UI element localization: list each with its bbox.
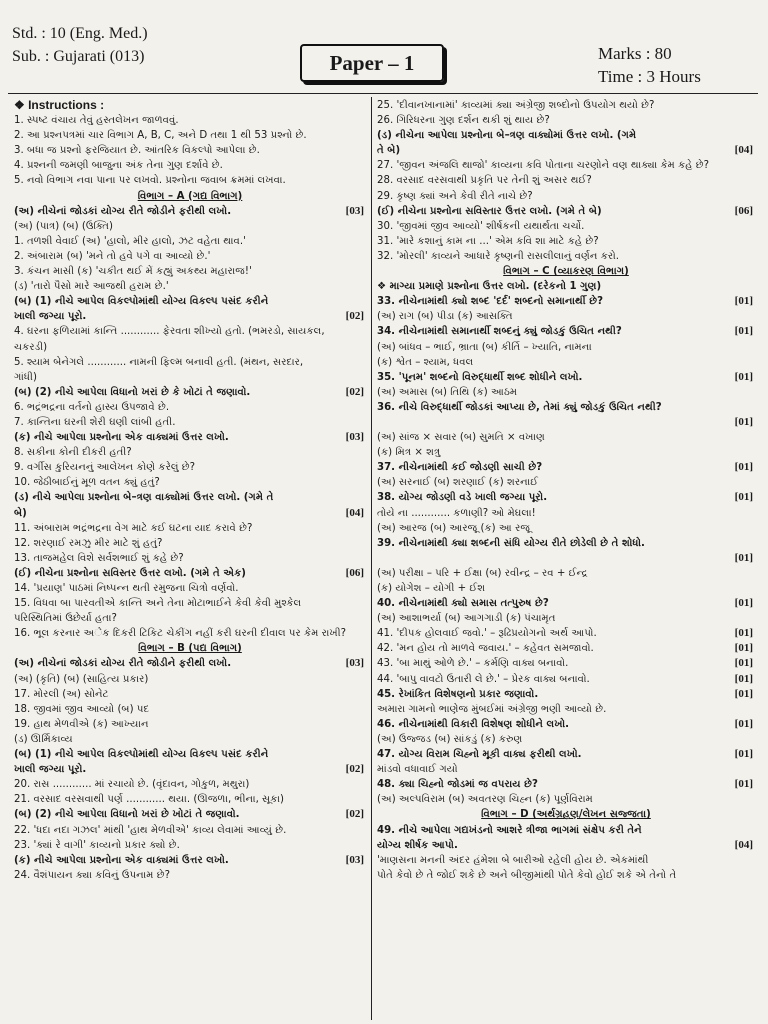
question-line: [377, 626, 755, 641]
question-line: [14, 823, 366, 838]
right-column: [377, 98, 755, 883]
question-line: [14, 113, 366, 128]
question-line: [377, 370, 755, 385]
question-line: [14, 672, 366, 687]
line-text: વિભાગ – A (ગદ્ય વિભાગ): [137, 190, 243, 202]
line-text: 12. શરણાઈ રમઝુ મીર માટે શું હતું?: [14, 537, 163, 549]
line-text: 2. આ પ્રશ્નપત્રમાં ચાર વિભાગ A, B, C, અને D તથા 1 થી 53 પ્રશ્નો છે.: [14, 130, 307, 142]
header-marks-time: [598, 42, 701, 88]
line-text: (અ) અમાસ (બ) તિથિ (ક) આઠમ: [377, 386, 518, 398]
question-line: [14, 249, 366, 264]
question-line: [377, 475, 755, 490]
question-line: [14, 687, 366, 702]
question-line: [377, 792, 755, 807]
question-line: [14, 128, 366, 143]
line-text: પરિસ્થિતિમાં ઉછેર્યા હતા?: [14, 613, 117, 625]
line-text: (અ) નીચેનાં જોડકાં યોગ્ય રીતે જોડીને ફરીથી લખો.: [14, 658, 232, 670]
line-text: (ક) નીચે આપેલા પ્રશ્નોના એક વાક્યમાં ઉત્તર લખો.: [14, 854, 229, 866]
marks-badge: [01]: [734, 551, 753, 564]
line-text: 44. 'બાપુ વાવટો ઉતારી લે છે.' – પ્રેરક વાક્ય બનાવો.: [377, 673, 590, 685]
line-text: 19. હાથ મેળવીએ (ક) આખ્યાન: [14, 718, 149, 730]
line-text: (ક) મિત્ર × શત્રુ: [377, 447, 441, 459]
line-text: (અ) બાંધવ – ભાઈ, ભ્રાતા (બ) કીર્તિ – ખ્યાતિ, નામના: [377, 341, 592, 353]
question-line: [377, 506, 755, 521]
question-line: [377, 415, 755, 430]
line-text: (બ) (2) નીચે આપેલા વિધાનો ખરાં છે ખોટાં તે જણાવો.: [14, 809, 240, 821]
marks-label: Marks : 80: [598, 44, 672, 63]
marks-badge: [02]: [345, 763, 364, 776]
line-text: 20. રાસ ............ માં રચાયો છે. (વૃંદાવન, ગોકુળ, મથુરા): [14, 779, 250, 791]
question-line: [14, 596, 366, 611]
marks-badge: [04]: [734, 144, 753, 157]
question-line: [14, 173, 366, 188]
line-text: (ક) શ્વેત – શ્યામ, ધવલ: [377, 356, 474, 368]
line-text: 16. ભૂલ કરનાર અેક દિકરી ટિકિટ ચેકીંગ નહીં કરી ઘરની દીવાલ પર કેમ રાખી?: [14, 628, 347, 640]
question-line: [14, 566, 366, 581]
line-text: 26. ગિરિધરના ગુણ દર્શન થકી શું થાય છે?: [377, 115, 550, 127]
question-line: [14, 355, 366, 370]
question-line: [377, 838, 755, 853]
line-text: 3. કંચન માસી (ક) 'ચકીત થઈ મેં કહ્યું અકથ્ય મહારાજ!': [14, 266, 252, 278]
question-line: [377, 702, 755, 717]
line-text: 22. 'ધદા નદા ગઝલ' માંથી 'હાથ મેળવીએ' કાવ્ય લેવામાં આવ્યું છે.: [14, 824, 287, 836]
line-text: (બ) (2) નીચે આપેલા વિધાનો ખરાં છે કે ખોટાં તે જણાવો.: [14, 386, 251, 398]
header-rule: [8, 93, 758, 94]
question-line: [14, 204, 366, 219]
line-text: 34. નીચેનામાંથી સમાનાર્થી શબ્દનું ક્યું જોડકું ઉચિત નથી?: [377, 326, 622, 338]
question-line: [377, 551, 755, 566]
section-heading: [377, 807, 755, 822]
line-text: 5. નવો વિભાગ નવા પાના પર લખવો. પ્રશ્નોના જવાબ ક્રમમાં લખવા.: [14, 175, 286, 187]
line-text: અમારા ગામનો ભાણેજ મુંબઈમાં અંગ્રેજી ભણી આવ્યો છે.: [377, 703, 607, 715]
question-line: [377, 340, 755, 355]
question-line: [377, 113, 755, 128]
question-line: [377, 521, 755, 536]
question-line: [377, 355, 755, 370]
line-text: 13. તાજમહેલ વિશે સર્વશભાઈ શું કહે છે?: [14, 552, 184, 564]
line-text: (અ) અલ્પવિરામ (બ) અવતરણ ચિહ્ન (ક) પૂર્ણવિરામ: [377, 794, 593, 806]
question-line: [14, 611, 366, 626]
line-text: 9. વર્ગીસ કુરિયનનું આલેખન કોણે કરેલું છે?: [14, 462, 196, 474]
line-text: વિભાગ – B (પદ્ય વિભાગ): [138, 643, 242, 655]
line-text: 28. વરસાદ વરસવાથી પ્રકૃતિ પર તેની શું અસર થઈ?: [377, 175, 592, 187]
line-text: 15. વિધવા બા પારવતીએ કાન્તિ અને તેના મોટાભાઈને કેવી કેવી મુશ્કેલ: [14, 598, 302, 610]
marks-badge: [01]: [734, 748, 753, 761]
left-column: [14, 98, 366, 883]
line-text: ચકરડી): [14, 341, 48, 353]
question-line: [14, 143, 366, 158]
column-divider: [371, 97, 372, 1020]
line-text: (ક) નીચે આપેલા પ્રશ્નોના એક વાક્યમાં ઉત્તર લખો.: [14, 432, 229, 444]
question-line: [377, 445, 755, 460]
line-text: ❖ Instructions :: [14, 98, 105, 112]
line-text: 8. સકીના કોની દીકરી હતી?: [14, 447, 132, 459]
question-line: [377, 204, 755, 219]
question-line: [377, 324, 755, 339]
line-text: (અ) નીચેનાં જોડકાં યોગ્ય રીતે જોડીને ફરીથી લખો.: [14, 205, 232, 217]
marks-badge: [04]: [734, 838, 753, 851]
marks-badge: [01]: [734, 778, 753, 791]
line-text: 30. 'જીવમાં જીવ આવ્યો' શીર્ષકની યથાર્થતા ચર્ચો.: [377, 220, 585, 232]
marks-badge: [01]: [734, 491, 753, 504]
line-text: 39. નીચેનામાંથી ક્યા શબ્દની સંધિ યોગ્ય રીતે છોડેલી છે તે શોધો.: [377, 537, 645, 549]
marks-badge: [03]: [345, 431, 364, 444]
marks-badge: [01]: [734, 672, 753, 685]
time-label: Time : 3 Hours: [598, 67, 701, 86]
question-line: [14, 490, 366, 505]
line-text: 33. નીચેનામાંથી ક્યો શબ્દ 'દર્દ' શબ્દનો સમાનાર્થી છે?: [377, 296, 604, 308]
line-text: 25. 'દીવાનખાનામાં' કાવ્યમાં ક્યા અંગ્રેજી શબ્દોનો ઉપયોગ થયો છે?: [377, 100, 655, 111]
line-text: 40. નીચેનામાંથી ક્યો સમાસ તત્પુરુષ છે?: [377, 598, 549, 610]
line-text: ખાલી જગ્યા પૂરો.: [14, 311, 87, 323]
line-text: 38. યોગ્ય જોડણી વડે ખાલી જગ્યા પૂરો.: [377, 492, 548, 504]
question-line: [14, 385, 366, 400]
line-text: 31. 'મારે કશાનું કામ ના ...' એમ કવિ શા માટે કહે છે?: [377, 235, 599, 247]
line-text: 1. તળશી વેવાઈ (અ) 'હાલો, મીર હાલો, ઝટ વહેતા થાવ.': [14, 235, 246, 247]
line-text: 23. 'ક્યાં રે વાગી' કાવ્યનો પ્રકાર ક્યો છે.: [14, 839, 180, 851]
question-line: [377, 490, 755, 505]
question-line: [377, 536, 755, 551]
line-text: 24. વૈશંપાયન ક્યા કવિનું ઉપનામ છે?: [14, 869, 170, 881]
line-text: (અ) સરનાઈ (બ) શરણાઈ (ક) શરનાઈ: [377, 477, 539, 489]
question-line: [377, 823, 755, 838]
line-text: (અ) રાગ (બ) પીડા (ક) આસક્તિ: [377, 311, 513, 323]
question-line: [14, 430, 366, 445]
line-text: (ડ) નીચેના આપેલા પ્રશ્નોના બે–ત્રણ વાક્યોમાં ઉત્તર લખો. (ગમે: [377, 130, 637, 142]
line-text: 48. ક્યા ચિહ્નો જોડમાં જ વપરાય છે?: [377, 779, 538, 791]
line-text: ગાંધી): [14, 371, 37, 383]
question-line: [377, 672, 755, 687]
line-text: (ઈ) નીચેના પ્રશ્નોના સવિસ્તાર ઉત્તર લખો. (ગમે તે બે): [377, 205, 602, 217]
question-line: [377, 656, 755, 671]
question-line: [14, 521, 366, 536]
marks-badge: [01]: [734, 642, 753, 655]
line-text: 21. વરસાદ વરસવાથી પર્ણ ............ થયા. (ઊજળા, ભીના, સૂકા): [14, 794, 284, 806]
line-text: 6. ભદ્રંભદ્રના વર્તનો હાસ્ય ઉપજાવે છે.: [14, 401, 170, 413]
line-text: 'માણસના મનની અંદર હંમેશા બે બારીઓ રહેલી હોય છે. એકમાંથી: [377, 854, 649, 866]
line-text: (અ) આશાભર્યા (બ) આગગાડી (ક) પંચામૃત: [377, 613, 556, 625]
question-line: [377, 566, 755, 581]
question-line: [14, 747, 366, 762]
marks-badge: [01]: [734, 717, 753, 730]
line-text: 43. 'બા માથું ઓળે છે.' – કર્મણિ વાક્ય બનાવો.: [377, 658, 569, 670]
question-line: [14, 460, 366, 475]
question-line: [14, 838, 366, 853]
marks-badge: [01]: [734, 370, 753, 383]
question-line: [377, 777, 755, 792]
question-line: [377, 234, 755, 249]
question-line: [14, 807, 366, 822]
question-line: [14, 370, 366, 385]
section-heading: [377, 264, 755, 279]
question-line: [377, 400, 755, 415]
line-text: 5. શ્યામ બેનેગલે ............ નામની ફિલ્મ બનાવી હતી. (મંથન, સરદાર,: [14, 356, 304, 368]
marks-badge: [03]: [345, 204, 364, 217]
line-text: (અ) આરજ (બ) આરજૂ (ક) આ રજૂ: [377, 522, 530, 534]
question-line: [14, 762, 366, 777]
line-text: 36. નીચે વિરુદ્ધાર્થી જોડકાં આપ્યા છે, તેમાં ક્યું જોડકું ઉચિત નથી?: [377, 401, 662, 413]
question-line: [377, 430, 755, 445]
marks-badge: [06]: [734, 204, 753, 217]
section-heading: [14, 641, 366, 656]
marks-badge: [01]: [734, 415, 753, 428]
line-text: 17. મોરલી (અ) સોનેટ: [14, 688, 109, 700]
question-line: [14, 702, 366, 717]
question-line: [14, 309, 366, 324]
question-line: [14, 234, 366, 249]
question-line: [377, 98, 755, 113]
line-text: પોતે કેવો છે તે જોઈ શકે છે અને બીજીમાંથી પોતે કેવો હોઈ શકે એ તેનો તે: [377, 869, 677, 881]
question-line: [14, 415, 366, 430]
line-text: (ક) યોગેશ – યોગી + ઈશ: [377, 583, 486, 594]
line-text: 42. 'મન હોય તો માળવે જવાય.' – કહેવત સમજાવો.: [377, 643, 594, 655]
section-heading: [14, 189, 366, 204]
line-text: 10. જેઠીબાઈનું મૂળ વતન ક્યું હતું?: [14, 477, 160, 489]
question-line: [377, 460, 755, 475]
question-line: [377, 173, 755, 188]
question-line: [14, 536, 366, 551]
line-text: તોયે ના ............ કળાણી? ઓ મેઘલા!: [377, 507, 536, 519]
question-line: [377, 732, 755, 747]
question-line: [14, 656, 366, 671]
line-text: 7. કાન્તિના ઘરની શેરી ઘણી લાંબી હતી.: [14, 416, 176, 428]
question-line: [377, 189, 755, 204]
question-line: [377, 581, 755, 596]
marks-badge: [02]: [345, 310, 364, 323]
line-text: 47. યોગ્ય વિરામ ચિહ્નો મૂકી વાક્ય ફરીથી લખો.: [377, 749, 582, 761]
question-line: [14, 279, 366, 294]
marks-badge: [03]: [345, 853, 364, 866]
line-text: 35. 'પૂનમ' શબ્દનો વિરુદ્ધાર્થી શબ્દ શોધીને લખો.: [377, 371, 583, 383]
question-line: [377, 687, 755, 702]
question-line: [377, 762, 755, 777]
subject-label: Sub. : Gujarati (013): [12, 48, 145, 65]
question-line: [14, 324, 366, 339]
question-line: [14, 294, 366, 309]
question-line: [14, 400, 366, 415]
question-line: [14, 868, 366, 883]
question-line: [14, 626, 366, 641]
question-line: [377, 385, 755, 400]
line-text: (બ) (1) નીચે આપેલ વિકલ્પોમાંથી યોગ્ય વિકલ્પ પસંદ કરીને: [14, 296, 269, 308]
line-text: 18. જીવમાં જીવ આવ્યો (બ) પદ: [14, 703, 150, 715]
line-text: 45. રેખાંકિત વિશેષણનો પ્રકાર જણાવો.: [377, 688, 539, 700]
line-text: (ડ) નીચે આપેલા પ્રશ્નોના બે–ત્રણ વાક્યોમાં ઉત્તર લખો. (ગમે તે: [14, 492, 274, 504]
line-text: (ઈ) નીચેના પ્રશ્નોના સવિસ્તર ઉત્તર લખો. (ગમે તે એક): [14, 567, 246, 579]
line-text: 4. પ્રશ્નની જમણી બાજુના અંક તેના ગુણ દર્શાવે છે.: [14, 160, 223, 172]
question-line: [14, 445, 366, 460]
line-text: (બ) (1) નીચે આપેલ વિકલ્પોમાંથી યોગ્ય વિકલ્પ પસંદ કરીને: [14, 749, 269, 761]
marks-badge: [01]: [734, 325, 753, 338]
question-line: [377, 309, 755, 324]
line-text: 14. 'પ્રયાણ' પાઠમાં નિષ્પન્ન થતી રમુજના ચિત્રો વર્ણવો.: [14, 583, 239, 594]
line-text: (અ) ઉજ્જડ (બ) સાંકડું (ક) કરુણ: [377, 733, 523, 745]
question-line: [377, 294, 755, 309]
question-line: [14, 853, 366, 868]
line-text: (અ) પરીક્ષા – પરિ + ઈક્ષા (બ) રવીન્દ્ર – રવ + ઈન્દ્ર: [377, 567, 588, 579]
paper-title: Paper – 1: [300, 44, 444, 82]
marks-badge: [04]: [345, 506, 364, 519]
line-text: વિભાગ – D (અર્થગ્રહણ/લેખન સજ્જતા): [481, 809, 651, 821]
marks-badge: [01]: [734, 295, 753, 308]
line-text: 27. 'જીવન અંજલિ થાજો' કાવ્યના કવિ પોતાના ચરણોને વણ થાક્યા કેમ કહે છે?: [377, 160, 710, 172]
marks-badge: [01]: [734, 461, 753, 474]
question-line: [377, 853, 755, 868]
marks-badge: [01]: [734, 627, 753, 640]
question-line: [377, 143, 755, 158]
line-text: (ડ) 'તારો પૈસો મારે આજથી હરામ છે.': [14, 281, 169, 293]
question-line: [377, 219, 755, 234]
marks-badge: [03]: [345, 657, 364, 670]
marks-badge: [02]: [345, 385, 364, 398]
line-text: 1. સ્પષ્ટ વંચાય તેવું હસ્તલેખન જાળવવું.: [14, 115, 179, 127]
question-line: [377, 747, 755, 762]
question-line: [14, 158, 366, 173]
line-text: 3. બધા જ પ્રશ્નો ફરજિયાત છે. આંતરિક વિકલ્પો આપેલા છે.: [14, 145, 260, 157]
marks-badge: [01]: [734, 597, 753, 610]
question-line: [14, 551, 366, 566]
line-text: 4. ઘરના ફળિયામાં કાન્તિ ............ ફેરવતા શીખ્યો હતો. (ભમરડો, સાયકલ,: [14, 326, 325, 338]
line-text: 37. નીચેનામાંથી કઈ જોડણી સાચી છે?: [377, 462, 543, 474]
question-line: [14, 581, 366, 596]
line-text: 46. નીચેનામાંથી વિકારી વિશેષણ શોધીને લખો.: [377, 718, 570, 730]
line-text: 2. અંબારામ (બ) 'મને તો હવે પગે વા આવ્યો છે.': [14, 250, 211, 262]
question-line: [14, 506, 366, 521]
question-line: [377, 596, 755, 611]
marks-badge: [01]: [734, 657, 753, 670]
question-line: [14, 732, 366, 747]
question-line: [377, 249, 755, 264]
marks-badge: [01]: [734, 687, 753, 700]
line-text: ❖ માગ્યા પ્રમાણે પ્રશ્નોના ઉત્તર લખો. (દરેકનો 1 ગુણ): [377, 281, 602, 293]
line-text: તે બે): [377, 145, 401, 157]
line-text: 29. કૃષ્ણ ક્યાં અને કેવી રીતે નાચે છે?: [377, 190, 533, 202]
question-line: [14, 264, 366, 279]
marks-badge: [02]: [345, 808, 364, 821]
line-text: 11. અંબારામ ભદ્રંભદ્રના વેગ માટે કઈ ઘટના યાદ કરાવે છે?: [14, 522, 253, 534]
question-line: [377, 279, 755, 294]
line-text: (અ) (કૃતિ) (બ) (સાહિત્ય પ્રકાર): [14, 673, 149, 685]
question-line: [14, 98, 366, 113]
line-text: (અ) (પાત્ર) (બ) (ઉક્તિ): [14, 220, 113, 232]
line-text: (અ) સાંજ × સવાર (બ) સુમતિ × વખાણ: [377, 432, 545, 444]
question-line: [14, 717, 366, 732]
question-line: [377, 611, 755, 626]
line-text: યોગ્ય શીર્ષક આપો.: [377, 839, 458, 851]
line-text: (ડ) ઊર્મિકાવ્ય: [14, 733, 73, 745]
header-meta: [12, 22, 148, 68]
question-line: [377, 158, 755, 173]
question-line: [14, 340, 366, 355]
marks-badge: [06]: [345, 566, 364, 579]
question-line: [377, 868, 755, 883]
question-line: [377, 717, 755, 732]
line-text: વિભાગ – C (વ્યાકરણ વિભાગ): [503, 266, 629, 278]
question-line: [14, 777, 366, 792]
line-text: 32. 'મોરલી' કાવ્યને આધારે કૃષ્ણની રાસલીલાનું વર્ણન કરો.: [377, 250, 619, 262]
question-line: [14, 475, 366, 490]
question-line: [377, 128, 755, 143]
question-line: [377, 641, 755, 656]
line-text: ખાલી જગ્યા પૂરો.: [14, 764, 87, 776]
line-text: 49. નીચે આપેલા ગદ્યખંડનો આશરે ત્રીજા ભાગમાં સંક્ષેપ કરી તેને: [377, 824, 642, 836]
line-text: 41. 'દીપક હોલવાઈ જવો.' – રૂઢિપ્રયોગનો અર્થ આપો.: [377, 628, 597, 640]
line-text: બે): [14, 507, 27, 519]
question-line: [14, 792, 366, 807]
std-label: Std. : 10 (Eng. Med.): [12, 25, 148, 42]
line-text: માંડવો વધાવાઈ ગયો: [377, 764, 458, 776]
question-line: [14, 219, 366, 234]
